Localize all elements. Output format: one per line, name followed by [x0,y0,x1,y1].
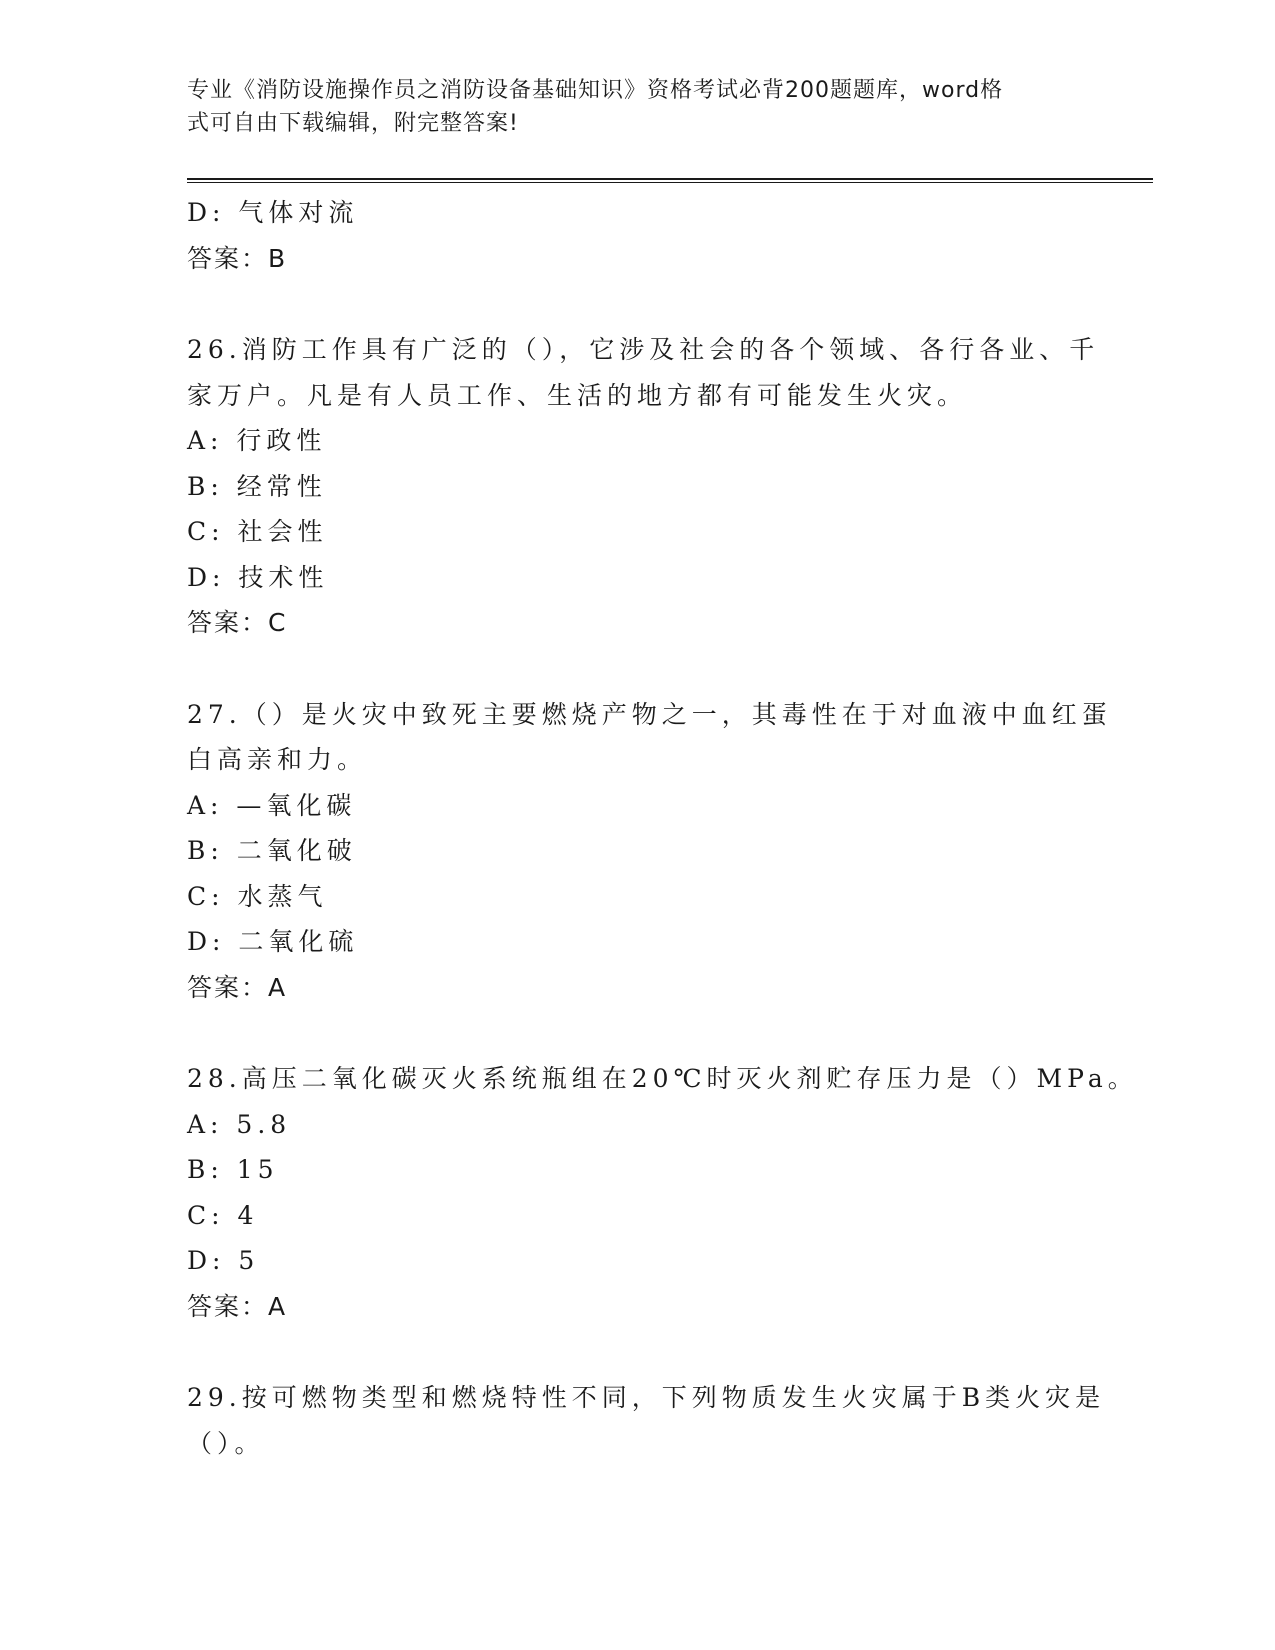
question-stem: 29.按可燃物类型和燃烧特性不同，下列物质发生火灾属于B类火灾是 [187,1383,1106,1412]
header-divider-bottom [187,182,1153,183]
option-d: D: 二氧化硫 [187,927,359,956]
option-b: B: 二氧化破 [187,836,357,865]
question-29 [187,1375,1106,1466]
header-line-2: 式可自由下载编辑，附完整答案! [187,111,519,136]
question-28 [187,1056,1138,1329]
answer-line: 答案：A [187,972,288,1002]
question-stem-continued: 白高亲和力。 [187,745,368,774]
header-line-1: 专业《消防设施操作员之消防设备基础知识》资格考试必背200题题库，word格 [187,78,1004,103]
question-stem-continued: （）。 [187,1428,265,1458]
question-27 [187,692,1112,1011]
option-b: B: 15 [187,1155,279,1184]
option-b: B: 经常性 [187,471,327,501]
option-a: A: 5.8 [187,1109,292,1139]
option-c: C: 4 [187,1200,259,1230]
document-header [187,74,1087,140]
option-d: D: 技术性 [187,562,329,592]
option-a: A: 行政性 [187,426,327,455]
option-d: D: 气体对流 [187,198,359,227]
option-c: C: 水蒸气 [187,881,328,911]
question-26 [187,327,1100,646]
answer-line: 答案：C [187,608,288,637]
option-c: C: 社会性 [187,517,328,546]
question-stem: 28.高压二氧化碳灭火系统瓶组在20℃时灭火剂贮存压力是（）MPa。 [187,1064,1138,1093]
option-d: D: 5 [187,1246,260,1275]
option-a: A: —氧化碳 [187,790,357,820]
question-stem: 27.（）是火灾中致死主要燃烧产物之一，其毒性在于对血液中血红蛋 [187,699,1112,729]
question-content [187,190,1138,1466]
previous-question-tail [187,190,1087,281]
answer-line: 答案：B [187,243,288,273]
header-divider-top [187,178,1153,180]
question-stem: 26.消防工作具有广泛的（），它涉及社会的各个领域、各行各业、千 [187,335,1100,364]
answer-line: 答案：A [187,1291,288,1321]
question-stem-continued: 家万户。凡是有人员工作、生活的地方都有可能发生火灾。 [187,380,968,410]
